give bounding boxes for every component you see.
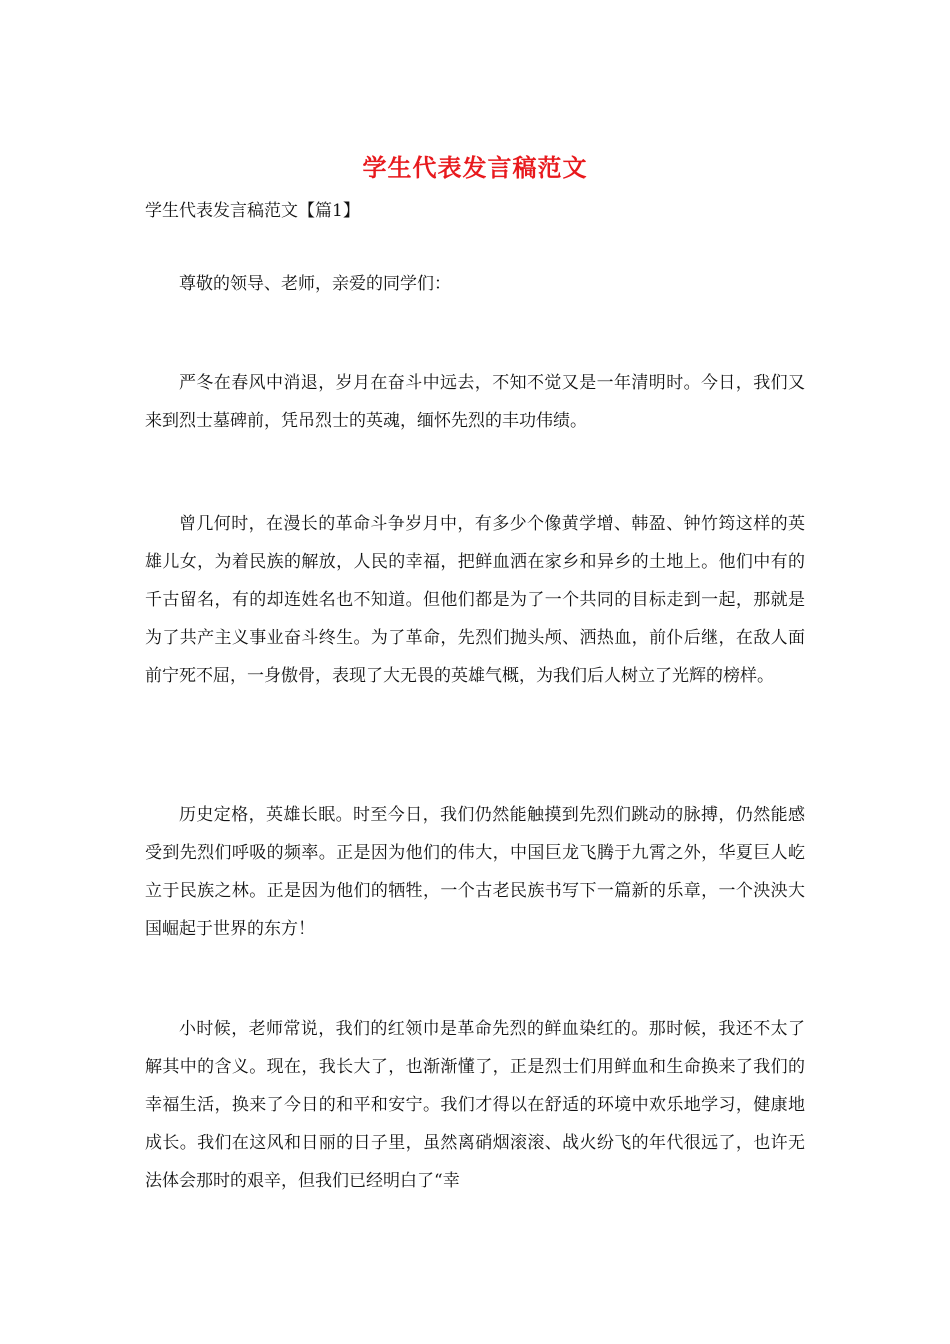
section-heading: 学生代表发言稿范文【篇1】 xyxy=(145,201,360,221)
body-paragraph-1: 严冬在春风中消退，岁月在奋斗中远去，不知不觉又是一年清明时。今日，我们又来到烈士墓碑前，凭吊烈士的英魂，缅怀先烈的丰功伟绩。 xyxy=(145,373,805,431)
body-paragraph-3: 历史定格，英雄长眠。时至今日，我们仍然能触摸到先烈们跳动的脉搏，仍然能感受到先烈们呼吸的频率。正是因为他们的伟大，中国巨龙飞腾于九霄之外，华夏巨人屹立于民族之林。正是因为他们的牺牲，一个古老民族书写下一篇新的乐章，一个泱泱大国崛起于世界的东方！ xyxy=(145,805,805,939)
document-title: 学生代表发言稿范文 xyxy=(362,153,588,182)
body-paragraph-4: 小时候，老师常说，我们的红领巾是革命先烈的鲜血染红的。那时候，我还不太了解其中的含义。现在，我长大了，也渐渐懂了，正是烈士们用鲜血和生命换来了我们的幸福生活，换来了今日的和平和安宁。我们才得以在舒适的环境中欢乐地学习，健康地成长。我们在这风和日丽的日子里，虽然离硝烟滚滚、战火纷飞的年代很远了，也许无法体会那时的艰辛，但我们已经明白了“幸 xyxy=(145,1019,805,1191)
body-paragraph-2: 曾几何时，在漫长的革命斗争岁月中，有多少个像黄学增、韩盈、钟竹筠这样的英雄儿女，为着民族的解放，人民的幸福，把鲜血洒在家乡和异乡的土地上。他们中有的千古留名，有的却连姓名也不知道。但他们都是为了一个共同的目标走到一起，那就是为了共产主义事业奋斗终生。为了革命，先烈们抛头颅、洒热血，前仆后继，在敌人面前宁死不屈，一身傲骨，表现了大无畏的英雄气概，为我们后人树立了光辉的榜样。 xyxy=(145,514,805,686)
greeting-paragraph: 尊敬的领导、老师，亲爱的同学们： xyxy=(179,274,451,294)
